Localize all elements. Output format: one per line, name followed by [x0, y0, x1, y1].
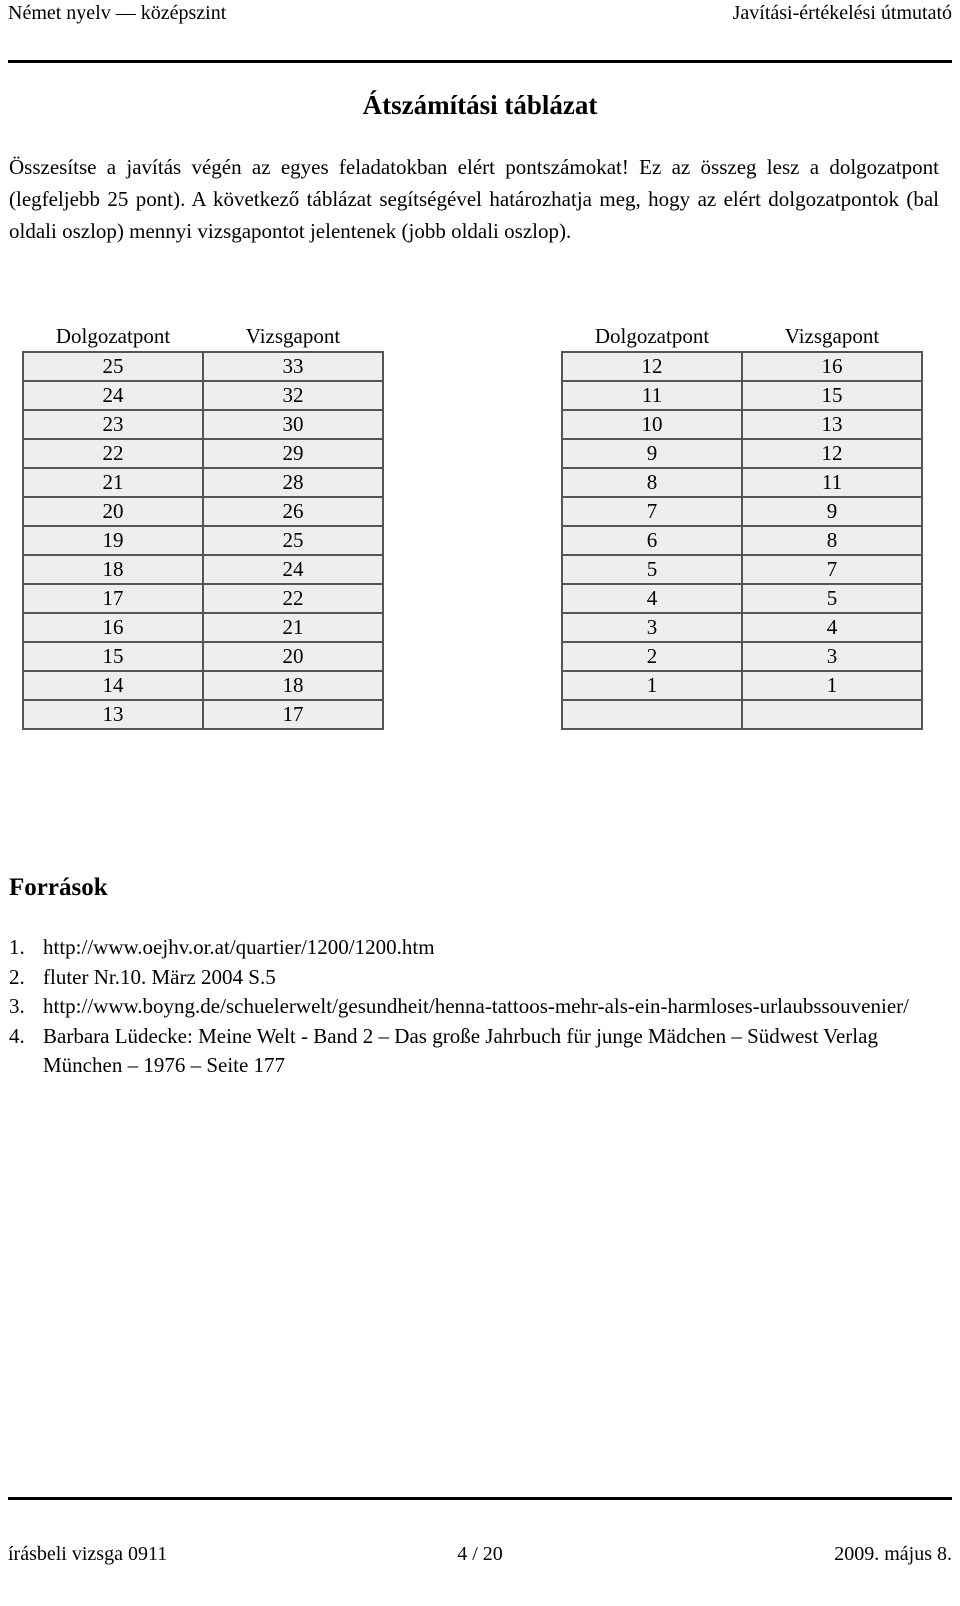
source-number: 3. [9, 994, 25, 1018]
source-item [9, 1022, 909, 1081]
column-header-dolgozatpont: Dolgozatpont [594, 324, 710, 348]
page-footer [8, 1497, 952, 1606]
table-row [562, 352, 922, 381]
table-row [562, 497, 922, 526]
cell-vizsgapont: 16 [742, 352, 922, 381]
table-row [562, 468, 922, 497]
source-item [9, 933, 909, 963]
cell-dolgozatpont: 11 [562, 381, 742, 410]
table-row [562, 555, 922, 584]
cell-vizsgapont: 29 [203, 439, 383, 468]
cell-dolgozatpont: 20 [23, 497, 203, 526]
table-row [23, 555, 383, 584]
cell-dolgozatpont: 10 [562, 410, 742, 439]
cell-dolgozatpont: 7 [562, 497, 742, 526]
source-number: 2. [9, 964, 25, 989]
cell-dolgozatpont: 21 [23, 468, 203, 497]
cell-vizsgapont: 13 [742, 410, 922, 439]
source-item [9, 992, 909, 1022]
cell-dolgozatpont: 5 [562, 555, 742, 584]
cell-vizsgapont: 3 [742, 642, 922, 671]
cell-vizsgapont: 9 [742, 497, 922, 526]
sources-list [9, 933, 909, 1081]
cell-dolgozatpont: 16 [23, 613, 203, 642]
footer-exam-code: írásbeli vizsga 0911 [8, 1543, 168, 1565]
source-number: 4. [9, 1023, 25, 1048]
cell-vizsgapont: 5 [742, 584, 922, 613]
table-row [23, 700, 383, 729]
table-row [562, 671, 922, 700]
cell-dolgozatpont: 9 [562, 439, 742, 468]
table-row [23, 671, 383, 700]
table-row [562, 381, 922, 410]
table-row [23, 613, 383, 642]
table-row [23, 352, 383, 381]
cell-dolgozatpont: 12 [562, 352, 742, 381]
cell-dolgozatpont: 19 [23, 526, 203, 555]
cell-vizsgapont: 1 [742, 671, 922, 700]
cell-vizsgapont: 21 [203, 613, 383, 642]
table-row [562, 700, 922, 729]
cell-dolgozatpont: 17 [23, 584, 203, 613]
conversion-table-right [561, 322, 923, 730]
source-text: Barbara Lüdecke: Meine Welt - Band 2 – Das große Jahrbuch für junge Mädchen – Südwest Verlag München – 1976 – Seite 177 [43, 1023, 878, 1077]
table-row [23, 642, 383, 671]
cell-vizsgapont: 26 [203, 497, 383, 526]
cell-vizsgapont: 32 [203, 381, 383, 410]
source-number: 1. [9, 935, 25, 959]
intro-paragraph: Összesítse a javítás végén az egyes feladatokban elért pontszámokat! Ez az összeg lesz a dolgozatpont (legfeljebb 25 pont). A következő táblázat segítségével határozhatja meg, hogy az elért dolgozatpontok (bal oldali oszlop) mennyi vizsgapontot jelentenek (jobb oldali oszlop). [9, 155, 939, 243]
table-row [23, 439, 383, 468]
cell-vizsgapont: 12 [742, 439, 922, 468]
cell-dolgozatpont: 24 [23, 381, 203, 410]
footer-page-number: 4 / 20 [457, 1543, 503, 1565]
table-header-row [562, 322, 922, 352]
conversion-table-left [22, 322, 384, 730]
table-row [23, 526, 383, 555]
cell-dolgozatpont: 23 [23, 410, 203, 439]
table-row [23, 381, 383, 410]
source-item [9, 963, 909, 993]
page-header [8, 0, 952, 63]
column-header-dolgozatpont: Dolgozatpont [55, 324, 171, 348]
cell-dolgozatpont: 8 [562, 468, 742, 497]
cell-dolgozatpont: 4 [562, 584, 742, 613]
cell-dolgozatpont: 13 [23, 700, 203, 729]
table-row [562, 439, 922, 468]
cell-dolgozatpont: 22 [23, 439, 203, 468]
cell-dolgozatpont: 3 [562, 613, 742, 642]
cell-vizsgapont: 22 [203, 584, 383, 613]
header-doc-type: Javítási-értékelési útmutató [732, 2, 952, 24]
table-row [562, 584, 922, 613]
cell-vizsgapont: 30 [203, 410, 383, 439]
cell-vizsgapont: 7 [742, 555, 922, 584]
cell-vizsgapont: 18 [203, 671, 383, 700]
table-row [23, 584, 383, 613]
cell-vizsgapont: 20 [203, 642, 383, 671]
header-subject: Német nyelv — középszint [8, 2, 227, 24]
table-header-row [23, 322, 383, 352]
table-row [23, 410, 383, 439]
cell-dolgozatpont: 6 [562, 526, 742, 555]
table-row [562, 410, 922, 439]
cell-dolgozatpont: 25 [23, 352, 203, 381]
cell-vizsgapont: 24 [203, 555, 383, 584]
table-row [23, 468, 383, 497]
cell-vizsgapont: 25 [203, 526, 383, 555]
cell-dolgozatpont: 15 [23, 642, 203, 671]
page-title: Átszámítási táblázat [362, 90, 598, 120]
column-header-vizsgapont: Vizsgapont [245, 324, 341, 348]
source-text: http://www.boyng.de/schuelerwelt/gesundheit/henna-tattoos-mehr-als-ein-harmloses-urlaubssouvenier/ [43, 994, 909, 1018]
cell-dolgozatpont: 14 [23, 671, 203, 700]
cell-vizsgapont: 33 [203, 352, 383, 381]
footer-date: 2009. május 8. [834, 1543, 952, 1565]
sources-heading: Források [9, 874, 108, 901]
source-text: fluter Nr.10. März 2004 S.5 [43, 964, 276, 989]
cell-vizsgapont [742, 700, 922, 729]
column-header-vizsgapont: Vizsgapont [784, 324, 880, 348]
cell-vizsgapont: 28 [203, 468, 383, 497]
table-row [562, 613, 922, 642]
cell-dolgozatpont: 1 [562, 671, 742, 700]
cell-vizsgapont: 8 [742, 526, 922, 555]
cell-vizsgapont: 11 [742, 468, 922, 497]
cell-dolgozatpont [562, 700, 742, 729]
cell-vizsgapont: 15 [742, 381, 922, 410]
cell-vizsgapont: 17 [203, 700, 383, 729]
table-row [562, 642, 922, 671]
source-text: http://www.oejhv.or.at/quartier/1200/1200.htm [43, 935, 435, 959]
cell-dolgozatpont: 18 [23, 555, 203, 584]
table-row [562, 526, 922, 555]
cell-vizsgapont: 4 [742, 613, 922, 642]
table-row [23, 497, 383, 526]
cell-dolgozatpont: 2 [562, 642, 742, 671]
